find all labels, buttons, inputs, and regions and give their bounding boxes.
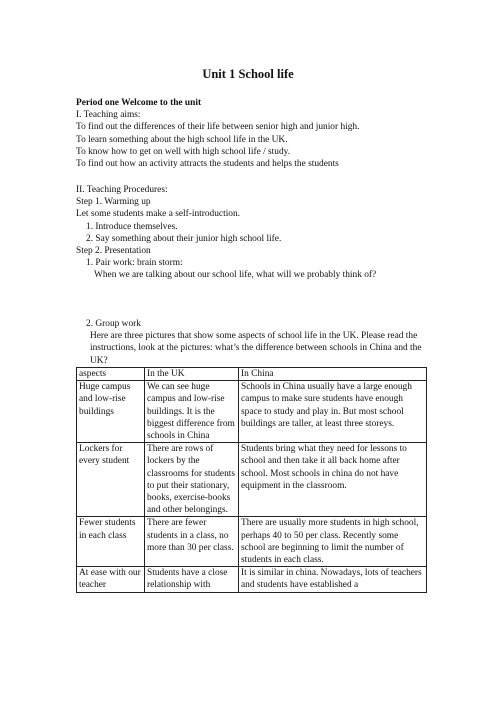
table-row xyxy=(77,517,427,567)
table-cell-china: Schools in China usually have a large enough campus to make sure students have enough space to study and play in. But most school buildings are taller, at least three storeys. xyxy=(239,381,427,443)
table-cell-uk: We can see huge campus and low-rise buildings. It is the biggest difference from schools in China xyxy=(145,381,239,443)
table-cell-aspect: Huge campus and low-rise buildings xyxy=(77,381,145,443)
aim-item: To know how to get on well with high school life / study. xyxy=(76,146,291,157)
table-cell-china: There are usually more students in high school, perhaps 40 to 50 per class. Recently some school are beginning to limit the number of students in each class. xyxy=(239,517,427,567)
page-title: Unit 1 School life xyxy=(202,67,294,81)
aim-item: To find out how an activity attracts the students and helps the students xyxy=(76,159,339,170)
table-cell-china: Students bring what they need for lessons to school and then take it all back home after school. Most schools in china do not have equipment in the classroom. xyxy=(239,443,427,517)
table-cell-aspect: Lockers for every student xyxy=(77,443,145,517)
table-cell-aspect: At ease with our teacher xyxy=(77,567,145,592)
period-heading: Period one Welcome to the unit xyxy=(76,98,202,108)
step1-desc: Let some students make a self-introduction. xyxy=(76,209,241,220)
aim-item: To learn something about the high school life in the UK. xyxy=(76,134,288,145)
table-row xyxy=(77,443,427,517)
comparison-table xyxy=(76,367,427,593)
table-header-cell: In the UK xyxy=(145,368,239,381)
aims-heading: I. Teaching aims: xyxy=(76,110,141,121)
table-cell-uk: There are rows of lockers by the classrooms for students to put their stationary, books, exercise-books and other belongings. xyxy=(145,443,239,517)
procedures-section xyxy=(76,184,436,282)
intro-section xyxy=(76,97,436,170)
aim-item: To find out the differences of their life between senior high and junior high. xyxy=(76,122,360,133)
table-cell-china: It is similar in china. Nowadays, lots of teachers and students have established a xyxy=(239,567,427,592)
table-row xyxy=(77,567,427,592)
table-cell-uk: Students have a close relationship with xyxy=(145,567,239,592)
step1-item: 1. Introduce themselves. xyxy=(86,221,178,232)
group-work-section xyxy=(76,318,436,367)
step1-item: 2. Say something about their junior high school life. xyxy=(86,233,282,244)
pair-work-question: When we are talking about our school life, what will we probably think of? xyxy=(94,270,377,281)
table-row xyxy=(77,381,427,443)
group-work-heading: 2. Group work xyxy=(86,319,141,329)
table-header-row xyxy=(77,368,427,381)
table-header-cell: aspects xyxy=(77,368,145,381)
procedures-heading: II. Teaching Procedures: xyxy=(76,185,168,195)
table-cell-uk: There are fewer students in a class, no more than 30 per class. xyxy=(145,517,239,567)
table-header-cell: In China xyxy=(239,368,427,381)
group-work-instructions: Here are three pictures that show some aspects of school life in the UK. Please read the instructions, look at the pictures: what’s the difference between schools in China and the UK? xyxy=(90,331,422,366)
step1-heading: Step 1. Warming up xyxy=(76,197,151,208)
table-cell-aspect: Fewer students in each class xyxy=(77,517,145,567)
pair-work-heading: 1. Pair work: brain storm: xyxy=(86,258,183,269)
step2-heading: Step 2. Presentation xyxy=(76,246,151,257)
